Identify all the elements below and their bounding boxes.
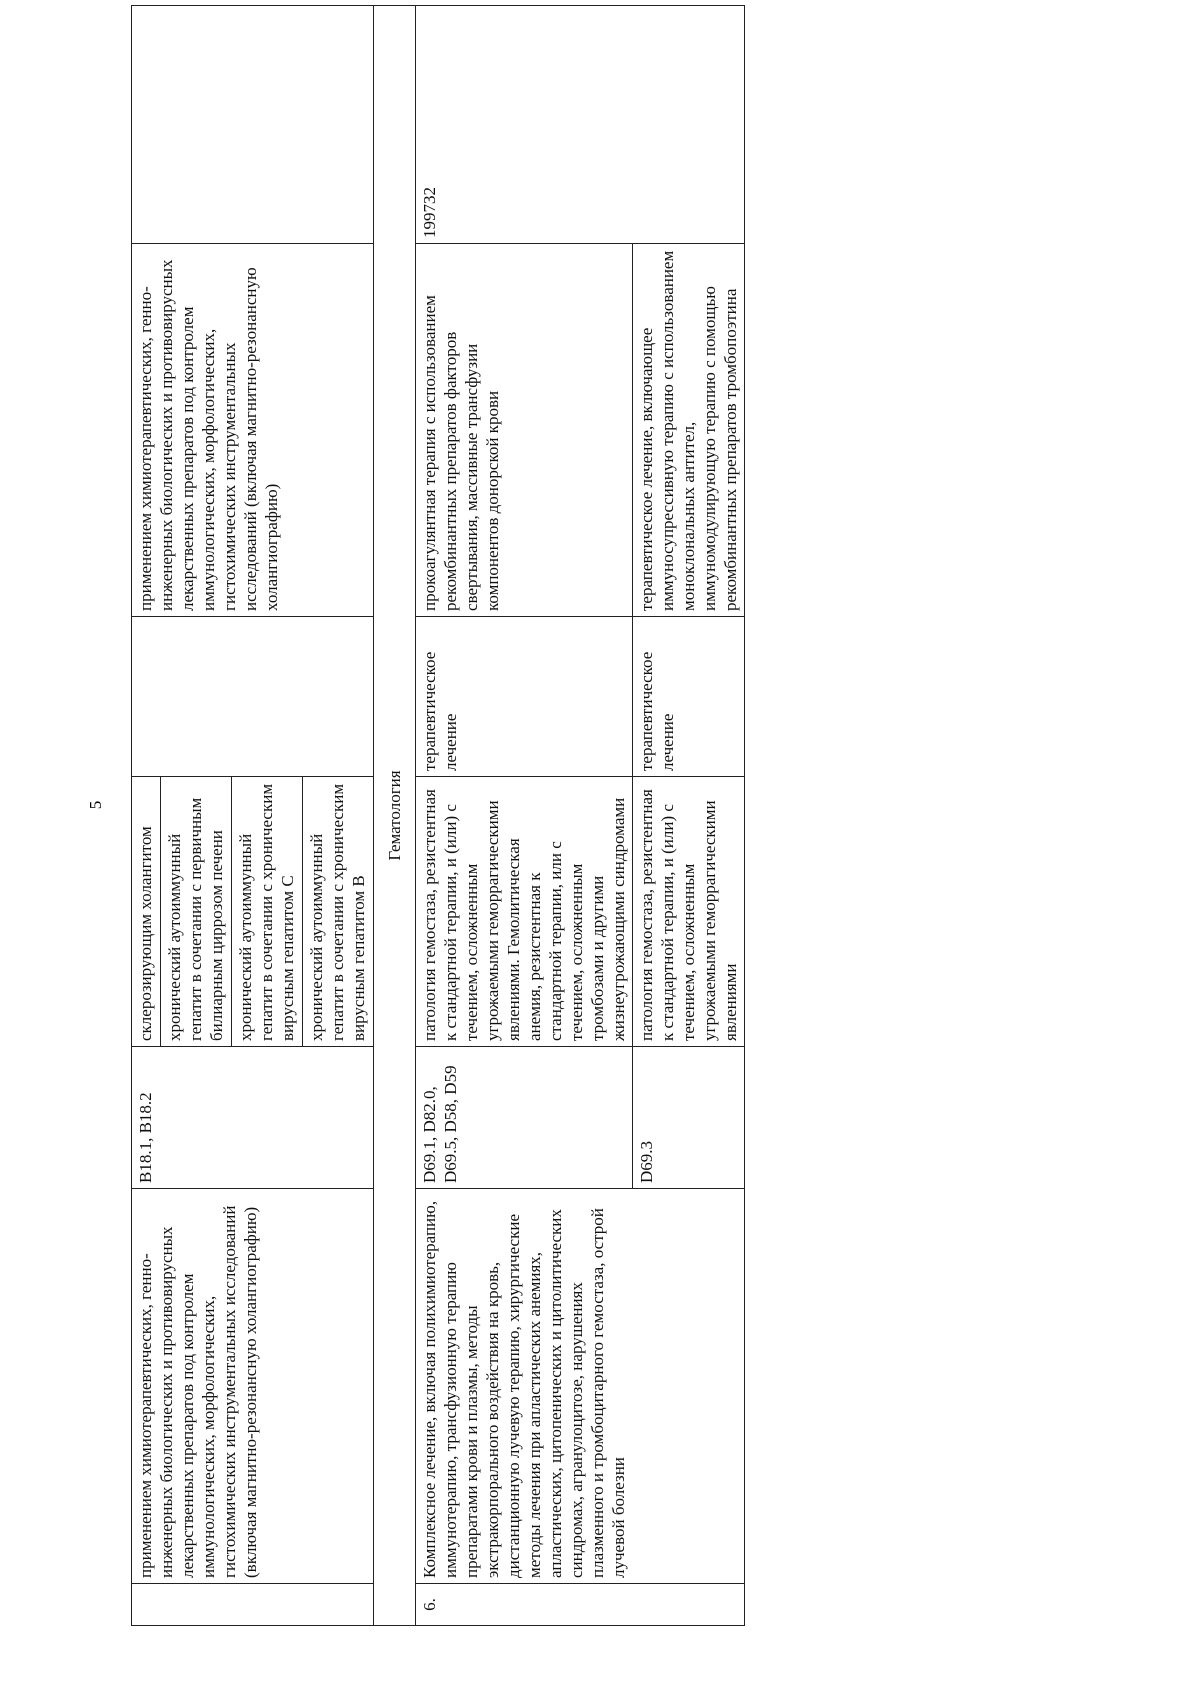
patient-model-cell: патология гемостаза, резистентная к стандартной терапии, и (или) с течением, осложненным угрожаемыми геморрагическими явлениями. Гемолитическая анемия, резистентная к стандартной терапии, или с течением, осложненным тромбозами и другими жизнеугрожающими синдромами	[416, 777, 633, 1047]
treatment-name-cell: Комплексное лечение, включая полихимиотерапию, иммунотерапию, трансфузионную терапию препаратами крови и плазмы, методы экстракорпорального воздействия на кровь, дистанционную лучевую терапию, хирургические методы лечения при апластических анемиях, апластических, цитопенических и цитолитических синдромах, агранулоцитозе, нарушениях плазменного и тромбоцитарного гемостаза, острой лучевой болезни	[416, 1189, 745, 1584]
table-row	[416, 6, 633, 1626]
patient-model-list	[132, 777, 373, 1046]
patient-model-item: хронический аутоиммунный гепатит в сочетании с хроническим вирусным гепатитом C	[232, 777, 303, 1046]
treatment-name-cell: применением химиотерапевтических, генно-инженерных биологических и противовирусных лекарственных препаратов под контролем иммунологических, морфологических, гистохимических инструментальных исследований (включая магнитно-резонансную холангиографию)	[132, 1189, 374, 1584]
row-number-cell: 6.	[416, 1584, 745, 1626]
icd-codes-cell: B18.1, B18.2	[132, 1047, 374, 1189]
patient-model-item: хронический аутоиммунный гепатит в сочетании с первичным билиарным циррозом печени	[161, 777, 232, 1046]
treatment-method-cell: применением химиотерапевтических, генно-инженерных биологических и противовирусных лекарственных препаратов под контролем иммунологических, морфологических, гистохимических инструментальных исследований (включая магнитно-резонансную холангиографию)	[132, 244, 374, 617]
financial-norm-cell	[132, 6, 374, 244]
patient-model-item: склерозирующим холангитом	[132, 777, 161, 1046]
financial-norm-cell: 199732	[416, 6, 745, 244]
patient-model-cell: патология гемостаза, резистентная к стандартной терапии, и (или) с течением, осложненным угрожаемыми геморрагическими явлениями	[633, 777, 745, 1047]
treatment-table	[131, 5, 745, 1626]
section-title: Гематология	[374, 6, 416, 1626]
patient-model-cell	[132, 777, 374, 1047]
treatment-method-cell: терапевтическое лечение, включающее иммуносупрессивную терапию с использованием моноклональных антител, иммуномодулирующую терапию с помощью рекомбинантных препаратов тромбопоэтина	[633, 244, 745, 617]
treatment-method-cell: прокоагулянтная терапия с использованием рекомбинантных препаратов факторов свертывания, массивные трансфузии компонентов донорской крови	[416, 244, 633, 617]
icd-codes-cell: D69.3	[633, 1047, 745, 1189]
treatment-type-cell: терапевтическое лечение	[416, 617, 633, 777]
treatment-type-cell	[132, 617, 374, 777]
rotated-table-container	[131, 6, 1031, 1626]
treatment-type-cell: терапевтическое лечение	[633, 617, 745, 777]
patient-model-item: хронический аутоиммунный гепатит в сочетании с хроническим вирусным гепатитом B	[307, 783, 368, 1041]
row-number-cell	[132, 1584, 374, 1626]
table-row	[132, 6, 374, 1626]
page-number: 5	[86, 800, 105, 810]
section-header-row	[374, 6, 416, 1626]
icd-codes-cell: D69.1, D82.0, D69.5, D58, D59	[416, 1047, 633, 1189]
